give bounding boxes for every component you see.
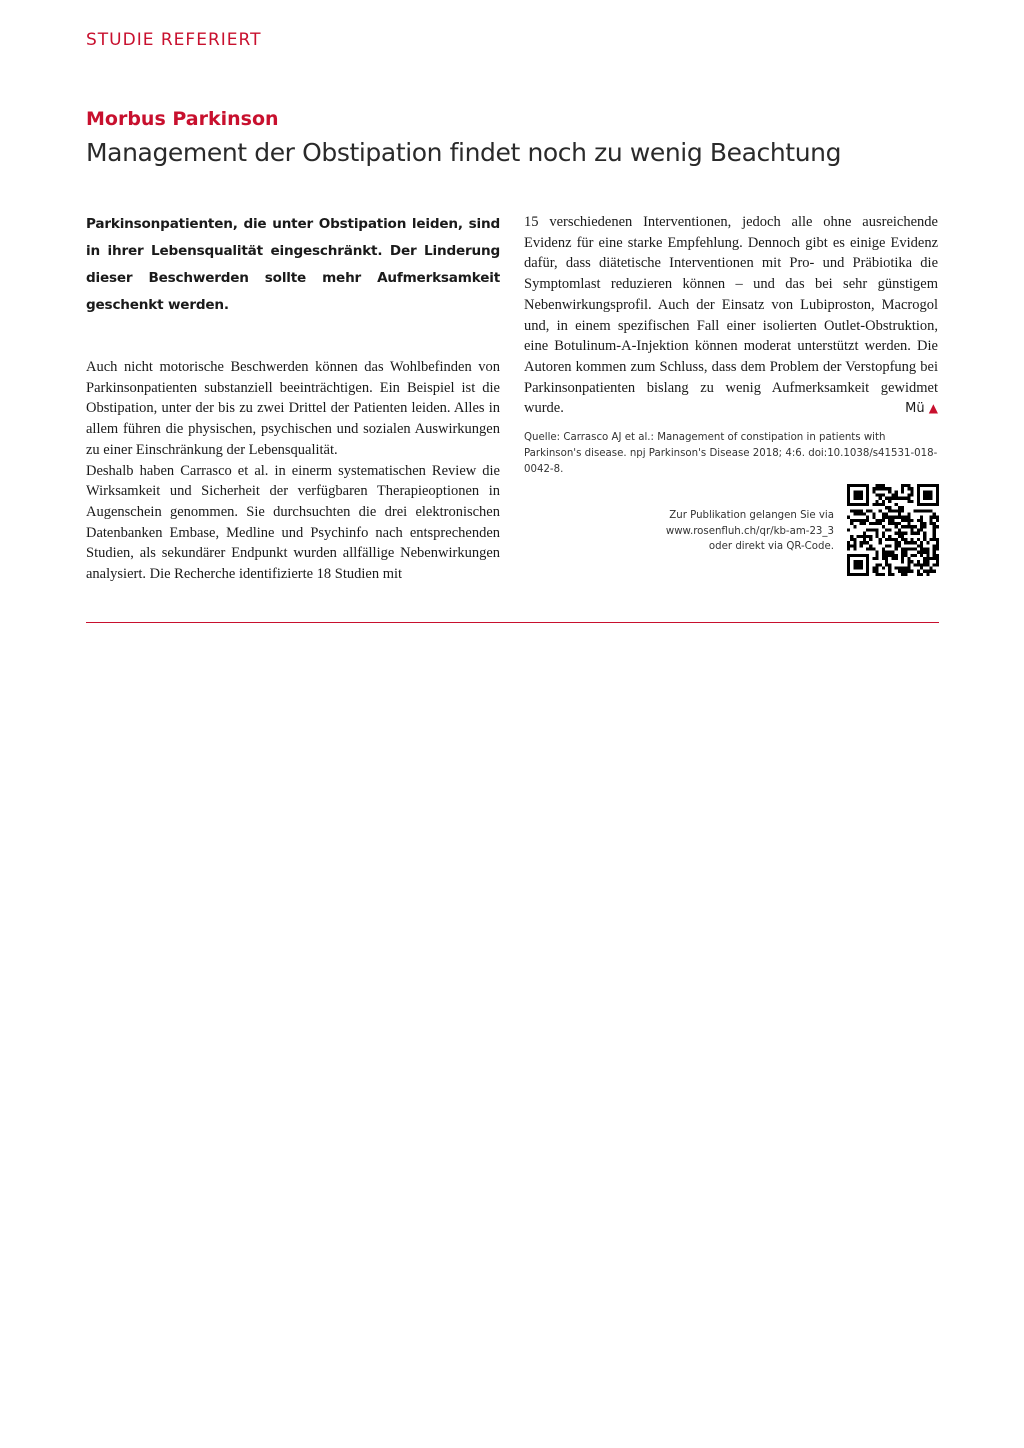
- author-initials: Mü: [905, 401, 925, 417]
- body-paragraph-3: [524, 212, 938, 419]
- body-column-right: [524, 212, 938, 420]
- article-headline: Management der Obstipation findet noch zu wenig Beachtung: [86, 138, 842, 167]
- qr-caption: [600, 508, 834, 555]
- article-lead: Parkinsonpatienten, die unter Obstipation leiden, sind in ihrer Lebensqualität eingeschränkt. Der Linderung dieser Beschwerden sollte mehr Aufmerksamkeit geschenkt werden.: [86, 216, 500, 313]
- body-paragraph-1: Auch nicht motorische Beschwerden können das Wohlbefinden von Parkinsonpatienten substanziell beeinträchtigen. Ein Beispiel ist die Obstipation, unter der bis zu zwei Drittel der Patienten leiden. Alles in allem führen die physischen, psychischen und sozialen Auswirkungen zu einer Einschränkung der Lebensqualität.: [86, 359, 500, 458]
- qr-code-icon[interactable]: [847, 484, 939, 576]
- article-kicker: Morbus Parkinson: [86, 108, 279, 130]
- body-paragraph-2: Deshalb haben Carrasco et al. in einerm systematischen Review die Wirksamkeit und Sicherheit der verfügbaren Therapieoptionen in Augenschein genommen. Sie durchsuchten die drei elektronischen Datenbanken Embase, Medline und Psychinfo nach entsprechenden Studien, als sekundärer Endpunkt wurden allfällige Nebenwirkungen analysiert. Die Recherche identifizierte 18 Studien mit: [86, 462, 500, 583]
- source-citation: Quelle: Carrasco AJ et al.: Management of constipation in patients with Parkinson's disease. npj Parkinson's Disease 2018; 4:6. doi:10.1038/s41531-018-0042-8.: [524, 432, 938, 475]
- qr-caption-line-3: oder direkt via QR-Code.: [708, 541, 834, 552]
- body-column-left: [86, 357, 500, 585]
- section-divider: [86, 622, 939, 623]
- body-paragraph-3-text: 15 verschiedenen Interventionen, jedoch alle ohne ausreichende Evidenz für eine starke Empfehlung. Dennoch gibt es einige Evidenz dafür, dass diätetische Interventionen mit Pro- und Präbiotika die Symptomlast reduzieren können – und das bei sehr günstigem Nebenwirkungsprofil. Auch der Einsatz von Lubiproston, Macrogol und, in einem spezifischen Fall einer isolierten Outlet-Obstruktion, eine Botulinum-A-Injektion können moderat unterstützt werden. Die Autoren kommen zum Schluss, dass dem Problem der Verstopfung bei Parkinsonpatienten bislang zu wenig Aufmerksamkeit gewidmet wurde.: [524, 214, 938, 417]
- qr-caption-url[interactable]: www.rosenfluh.ch/qr/kb-am-23_3: [665, 525, 834, 537]
- triangle-up-icon: ▲: [928, 401, 938, 416]
- section-label: STUDIE REFERIERT: [86, 30, 262, 50]
- author-signature: [905, 398, 938, 420]
- qr-caption-line-1: Zur Publikation gelangen Sie via: [669, 510, 834, 521]
